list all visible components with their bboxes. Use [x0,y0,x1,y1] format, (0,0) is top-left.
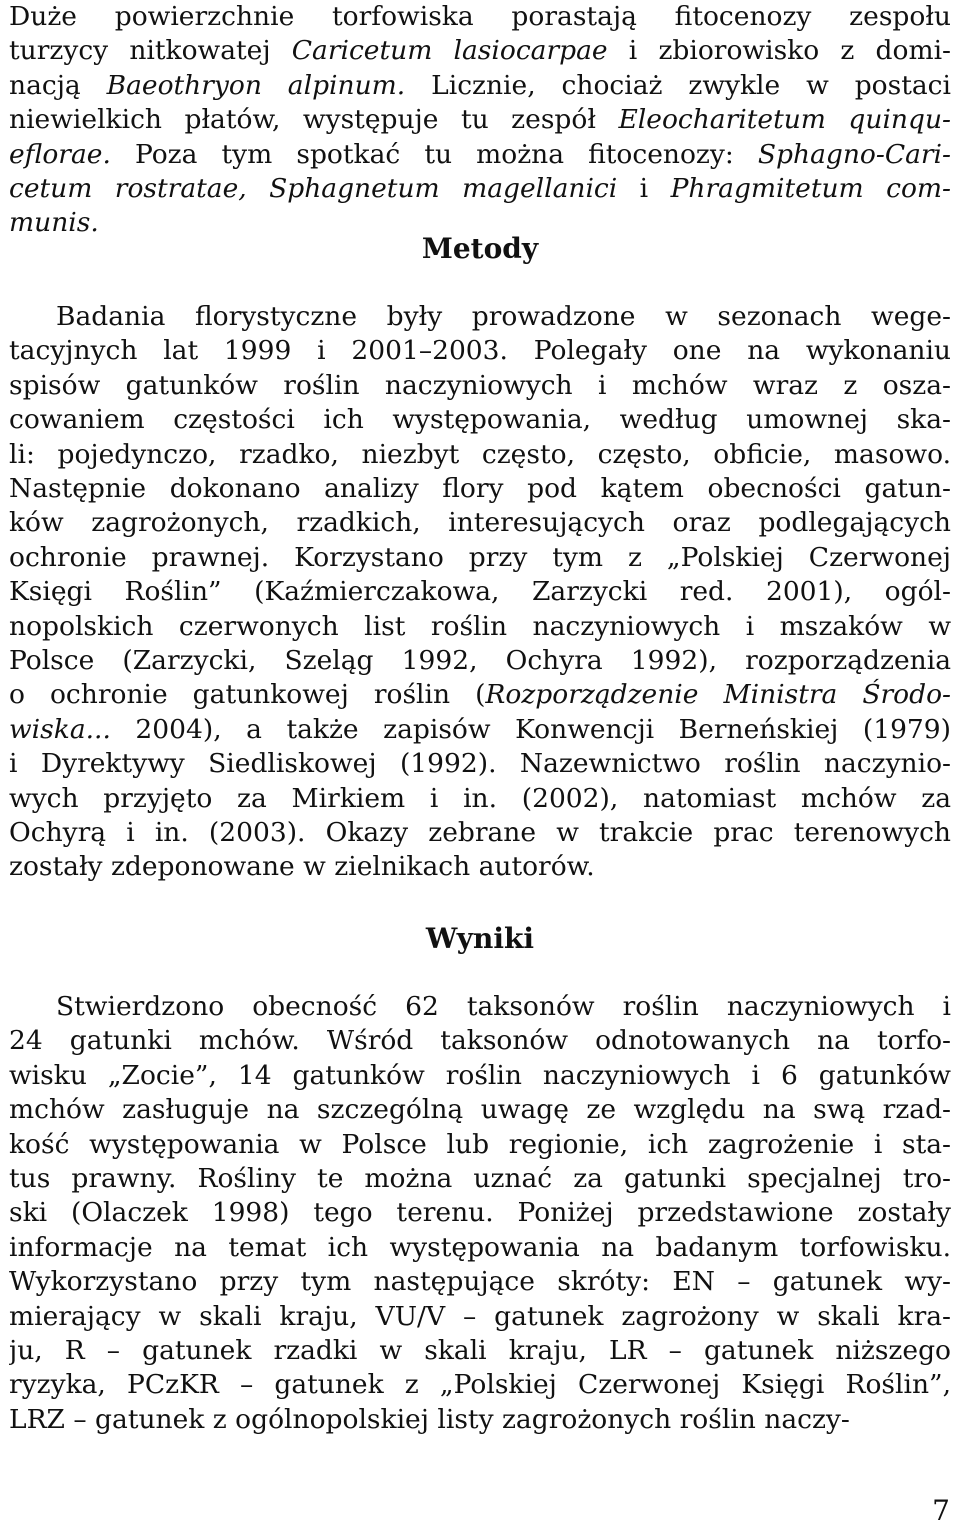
text-segment: wisku „Zocie”, 14 gatunków roślin naczyniowych i 6 gatunków [9,1059,951,1091]
text-segment: Następnie dokonano analizy flory pod kątem obecności gatun- [9,473,951,504]
text-line [9,438,951,472]
text-segment: i [617,173,671,204]
text-line [9,0,951,34]
text-line [9,1334,951,1368]
text-segment: ków zagrożonych, rzadkich, interesujących oraz podlegających [9,507,951,539]
text-line [9,1265,951,1299]
text-line [9,644,951,678]
text-segment: informacje na temat ich występowania na badanym torfowisku. [9,1231,951,1263]
text-segment: turzycy nitkowatej [9,35,292,67]
text-segment: mchów zasługuje na szczególną uwagę ze względu na swą rzad- [9,1094,951,1126]
text-line [9,1059,951,1093]
text-segment: Ochyrą i in. (2003). Okazy zebrane w trakcie prac terenowych [9,817,951,848]
text-segment: spisów gatunków roślin naczyniowych i mchów wraz z osza- [9,369,951,401]
text-line [9,816,951,850]
text-line [56,990,951,1024]
heading-metody: Metody [421,232,539,265]
italic-text: wiska... [9,713,111,745]
text-line [9,1024,951,1058]
italic-text: Phragmitetum com- [670,173,951,204]
text-segment: Wykorzystano przy tym następujące skróty: EN – gatunek wy- [9,1266,951,1298]
text-line [9,575,951,609]
page-number: 7 [932,1494,950,1527]
text-segment: Duże powierzchnie torfowiska porastają fitocenozy zespołu [9,1,951,32]
heading-wyniki: Wyniki [425,922,535,955]
text-line [9,172,951,206]
text-line [9,403,951,437]
text-line [9,1093,951,1127]
text-segment: Polsce (Zarzycki, Szeląg 1992, Ochyra 1992), rozporządzenia [9,645,951,676]
text-segment: ski (Olaczek 1998) tego terenu. Poniżej przedstawione zostały [9,1197,951,1229]
text-segment: zostały zdeponowane w zielnikach autorów. [9,851,595,883]
text-segment: mierający w skali kraju, VU/V – gatunek zagrożony w skali kra- [9,1300,951,1332]
text-line [9,678,951,712]
text-segment: Stwierdzono obecność 62 taksonów roślin naczyniowych i [56,991,951,1022]
text-line [9,1162,951,1196]
text-segment: wych przyjęto za Mirkiem i in. (2002), natomiast mchów za [9,782,951,814]
text-line [9,747,951,781]
text-segment: niewielkich płatów, występuje tu zespół [9,104,619,136]
italic-text: Baeothryon alpinum. [106,69,406,101]
text-segment: Licznie, chociaż zwykle w postaci [405,69,951,101]
text-line [9,334,951,368]
italic-text: eflorae. [9,138,111,170]
text-segment: o ochronie gatunkowej roślin ( [9,679,486,711]
italic-text: cetum rostratae, Sphagnetum magellanici [9,173,618,204]
italic-text: Eleocharitetum quinqu- [618,104,951,136]
text-line [9,610,951,644]
text-line [56,300,951,334]
italic-text: Rozporządzenie Ministra Środo- [485,679,951,711]
text-line [9,103,951,137]
text-segment: 2004), a także zapisów Konwencji Berneńskiej (1979) [110,713,951,745]
text-segment: i Dyrektywy Siedliskowej (1992). Nazewnictwo roślin naczynio- [9,748,951,780]
text-line [9,782,951,816]
text-segment: kość występowania w Polsce lub regionie, ich zagrożenie i sta- [9,1128,951,1160]
text-line [9,1368,951,1402]
text-line [9,1300,951,1334]
text-segment: ryzyka, PCzKR – gatunek z „Polskiej Czerwonej Księgi Roślin”, [9,1369,951,1401]
text-line [9,713,951,747]
text-line [9,138,951,172]
text-segment: Badania florystyczne były prowadzone w sezonach wege- [56,301,951,332]
text-line [9,1196,951,1230]
text-line [9,506,951,540]
italic-text: Caricetum lasiocarpae [291,35,608,67]
text-segment: Poza tym spotkać tu można fitocenozy: [110,138,758,170]
text-line [9,850,951,884]
text-line [9,1128,951,1162]
text-segment: tacyjnych lat 1999 i 2001–2003. Polegały one na wykonaniu [9,335,951,367]
italic-text: munis. [9,207,99,239]
text-segment: i zbiorowisko z domi- [607,35,951,67]
text-segment: tus prawny. Rośliny te można uznać za gatunki specjalnej tro- [9,1163,951,1194]
text-line [9,1403,951,1437]
text-segment: Księgi Roślin” (Kaźmierczakowa, Zarzycki red. 2001), ogól- [9,576,951,608]
text-line [9,69,951,103]
text-line [9,369,951,403]
text-segment: cowaniem częstości ich występowania, według umownej ska- [9,404,951,436]
text-segment: ochronie prawnej. Korzystano przy tym z „Polskiej Czerwonej [9,541,951,573]
italic-text: Sphagno-Cari- [757,138,951,170]
text-line [9,541,951,575]
text-line [9,472,951,506]
text-segment: li: pojedynczo, rzadko, niezbyt często, często, obficie, masowo. [9,438,951,470]
text-segment: LRZ – gatunek z ogólnopolskiej listy zagrożonych roślin naczy- [9,1403,850,1435]
text-segment: nopolskich czerwonych list roślin naczyniowych i mszaków w [9,610,951,642]
text-segment: 24 gatunki mchów. Wśród taksonów odnotowanych na torfo- [9,1025,951,1057]
text-segment: ju, R – gatunek rzadki w skali kraju, LR – gatunek niższego [9,1335,951,1366]
text-segment: nacją [9,69,107,101]
text-line [9,1231,951,1265]
text-line [9,34,951,68]
